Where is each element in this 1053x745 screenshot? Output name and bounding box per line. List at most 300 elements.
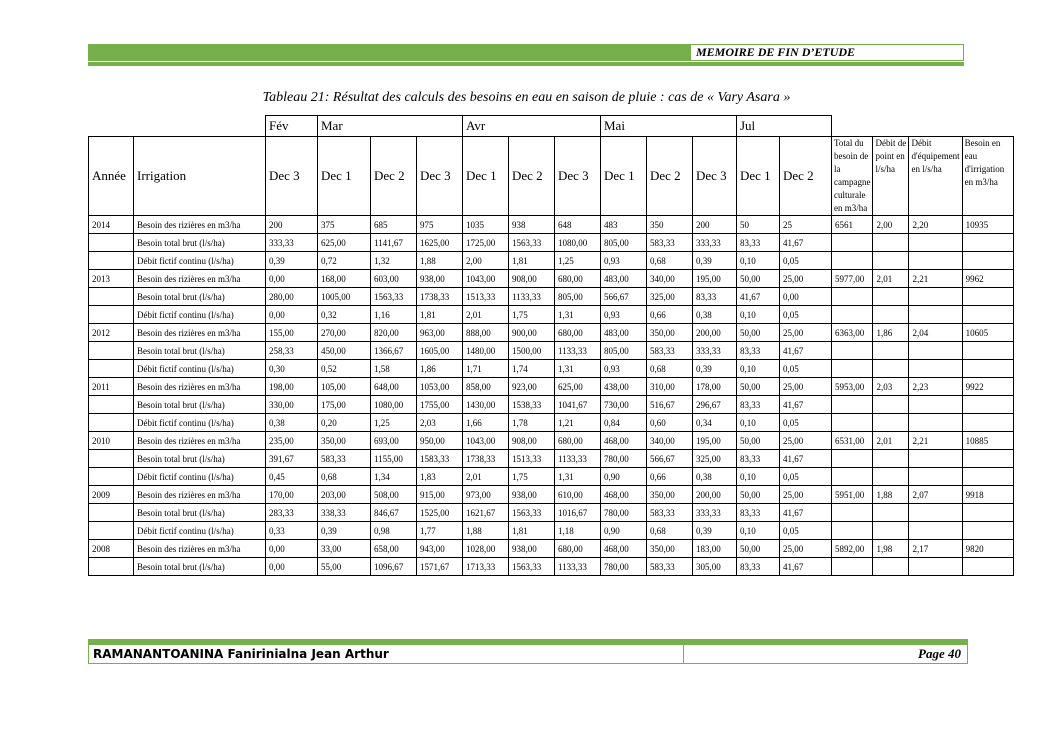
summary-column-header: Total du besoin de la campagne culturale en m3/ha [832,137,873,216]
year-cell: 2009 [89,486,134,504]
value-cell: 83,33 [737,450,780,468]
header-title: MEMOIRE DE FIN D’ETUDE [690,44,964,61]
label-cell: Débit fictif continu (l/s/ha) [134,306,266,324]
summary-column-header: Besoin en eau d'irrigation en m3/ha [962,137,1013,216]
value-cell: 468,00 [601,540,647,558]
value-cell: 50,00 [737,486,780,504]
summary-cell: 5977,00 [832,270,873,288]
summary-cell [962,234,1013,252]
value-cell: 1005,00 [318,288,371,306]
table-row [89,558,1014,576]
value-cell: 1563,33 [509,558,555,576]
value-cell: 0,90 [601,522,647,540]
value-cell: 178,00 [693,378,737,396]
value-cell: 50 [737,216,780,234]
value-cell: 923,00 [509,378,555,396]
value-cell: 0,32 [318,306,371,324]
value-cell: 1738,33 [417,288,463,306]
value-cell: 1605,00 [417,342,463,360]
decade-header: Dec 1 [463,137,509,216]
summary-cell [832,450,873,468]
year-cell [89,522,134,540]
value-cell: 1133,33 [555,342,601,360]
value-cell: 1133,33 [555,558,601,576]
month-header: Fév [266,116,318,137]
value-cell: 2,01 [463,306,509,324]
value-cell: 200 [693,216,737,234]
summary-cell [832,504,873,522]
value-cell: 305,00 [693,558,737,576]
value-cell: 283,33 [266,504,318,522]
value-cell: 0,98 [371,522,417,540]
value-cell: 195,00 [693,270,737,288]
label-cell: Besoin total brut (l/s/ha) [134,396,266,414]
month-header: Jul [737,116,832,137]
table-row [89,378,1014,396]
value-cell: 338,33 [318,504,371,522]
summary-cell [873,252,909,270]
value-cell: 0,84 [601,414,647,432]
value-cell: 468,00 [601,486,647,504]
summary-cell: 2,21 [909,432,962,450]
label-cell: Besoin total brut (l/s/ha) [134,558,266,576]
value-cell: 805,00 [555,288,601,306]
label-cell: Besoin des rizières en m3/ha [134,540,266,558]
value-cell: 2,03 [417,414,463,432]
table-row [89,252,1014,270]
year-cell: 2013 [89,270,134,288]
summary-cell: 10935 [962,216,1013,234]
value-cell: 0,10 [737,522,780,540]
summary-cell: 1,98 [873,540,909,558]
value-cell: 1571,67 [417,558,463,576]
value-cell: 41,67 [780,396,832,414]
value-cell: 333,33 [693,342,737,360]
summary-cell: 2,03 [873,378,909,396]
table-row [89,468,1014,486]
value-cell: 483 [601,216,647,234]
value-cell: 1141,67 [371,234,417,252]
value-cell: 0,60 [647,414,693,432]
value-cell: 1,78 [509,414,555,432]
value-cell: 483,00 [601,270,647,288]
value-cell: 625,00 [555,378,601,396]
value-cell: 1,88 [417,252,463,270]
year-cell [89,360,134,378]
value-cell: 83,33 [737,504,780,522]
value-cell: 1,32 [371,252,417,270]
label-cell: Débit fictif continu (l/s/ha) [134,360,266,378]
year-cell [89,234,134,252]
value-cell: 583,33 [647,504,693,522]
label-cell: Débit fictif continu (l/s/ha) [134,414,266,432]
summary-cell: 6363,00 [832,324,873,342]
value-cell: 0,05 [780,522,832,540]
value-cell: 0,05 [780,306,832,324]
value-cell: 105,00 [318,378,371,396]
year-cell [89,450,134,468]
value-cell: 350,00 [647,540,693,558]
value-cell: 0,66 [647,468,693,486]
value-cell: 25,00 [780,378,832,396]
value-cell: 1,34 [371,468,417,486]
value-cell: 0,34 [693,414,737,432]
label-cell: Débit fictif continu (l/s/ha) [134,522,266,540]
value-cell: 516,67 [647,396,693,414]
summary-cell: 5951,00 [832,486,873,504]
summary-cell: 9918 [962,486,1013,504]
value-cell: 1,74 [509,360,555,378]
summary-cell [962,396,1013,414]
value-cell: 915,00 [417,486,463,504]
value-cell: 83,33 [737,342,780,360]
decade-header: Dec 3 [417,137,463,216]
summary-cell: 2,00 [873,216,909,234]
table-row [89,306,1014,324]
value-cell: 680,00 [555,324,601,342]
value-cell: 1,16 [371,306,417,324]
value-cell: 1563,33 [509,234,555,252]
value-cell: 1525,00 [417,504,463,522]
value-cell: 1,77 [417,522,463,540]
summary-cell: 2,17 [909,540,962,558]
value-cell: 1,21 [555,414,601,432]
value-cell: 270,00 [318,324,371,342]
value-cell: 195,00 [693,432,737,450]
value-cell: 200 [266,216,318,234]
value-cell: 680,00 [555,540,601,558]
summary-cell: 9962 [962,270,1013,288]
summary-cell: 10605 [962,324,1013,342]
header-green-band [88,44,690,61]
value-cell: 1041,67 [555,396,601,414]
summary-cell [962,450,1013,468]
summary-cell [832,468,873,486]
value-cell: 0,90 [601,468,647,486]
summary-cell [909,252,962,270]
summary-cell [909,396,962,414]
value-cell: 648,00 [371,378,417,396]
value-cell: 693,00 [371,432,417,450]
value-cell: 258,33 [266,342,318,360]
value-cell: 1080,00 [555,234,601,252]
value-cell: 938,00 [509,486,555,504]
value-cell: 350 [647,216,693,234]
header-row-decades [89,137,1014,216]
value-cell: 508,00 [371,486,417,504]
summary-cell [832,288,873,306]
summary-cell [962,306,1013,324]
value-cell: 0,10 [737,252,780,270]
value-cell: 0,39 [318,522,371,540]
year-cell: 2012 [89,324,134,342]
summary-cell: 2,20 [909,216,962,234]
summary-cell: 2,21 [909,270,962,288]
value-cell: 0,05 [780,360,832,378]
value-cell: 468,00 [601,432,647,450]
year-cell [89,342,134,360]
summary-cell [873,360,909,378]
table-row [89,432,1014,450]
summary-cell [873,414,909,432]
decade-header: Dec 2 [371,137,417,216]
value-cell: 1725,00 [463,234,509,252]
value-cell: 0,20 [318,414,371,432]
year-cell: 2010 [89,432,134,450]
summary-cell: 6561 [832,216,873,234]
value-cell: 610,00 [555,486,601,504]
value-cell: 1,18 [555,522,601,540]
value-cell: 155,00 [266,324,318,342]
value-cell: 25,00 [780,324,832,342]
value-cell: 0,05 [780,252,832,270]
value-cell: 0,68 [647,522,693,540]
year-cell [89,396,134,414]
value-cell: 908,00 [509,270,555,288]
value-cell: 83,33 [737,558,780,576]
summary-cell: 6531,00 [832,432,873,450]
value-cell: 0,38 [693,306,737,324]
summary-cell [832,414,873,432]
value-cell: 41,67 [780,558,832,576]
year-cell [89,558,134,576]
value-cell: 296,67 [693,396,737,414]
value-cell: 330,00 [266,396,318,414]
label-cell: Besoin des rizières en m3/ha [134,216,266,234]
value-cell: 200,00 [693,324,737,342]
value-cell: 83,33 [693,288,737,306]
value-cell: 975 [417,216,463,234]
value-cell: 1,86 [417,360,463,378]
value-cell: 846,67 [371,504,417,522]
value-cell: 1,31 [555,360,601,378]
table-row [89,414,1014,432]
summary-cell [962,252,1013,270]
value-cell: 50,00 [737,432,780,450]
summary-cell: 2,07 [909,486,962,504]
summary-cell [962,360,1013,378]
value-cell: 25 [780,216,832,234]
value-cell: 1,81 [509,522,555,540]
summary-cell [909,468,962,486]
value-cell: 0,39 [693,252,737,270]
value-cell: 805,00 [601,342,647,360]
value-cell: 0,39 [266,252,318,270]
value-cell: 1096,67 [371,558,417,576]
table-row [89,342,1014,360]
summary-cell: 1,88 [873,486,909,504]
summary-cell [832,396,873,414]
summary-cell [909,306,962,324]
value-cell: 625,00 [318,234,371,252]
value-cell: 483,00 [601,324,647,342]
value-cell: 1,75 [509,306,555,324]
decade-header: Dec 2 [647,137,693,216]
value-cell: 2,00 [463,252,509,270]
value-cell: 0,39 [693,360,737,378]
summary-cell: 9820 [962,540,1013,558]
value-cell: 0,66 [647,306,693,324]
value-cell: 0,00 [266,540,318,558]
page-number: Page 40 [684,644,968,664]
value-cell: 333,33 [266,234,318,252]
year-cell: 2008 [89,540,134,558]
value-cell: 1043,00 [463,270,509,288]
summary-cell [832,360,873,378]
value-cell: 168,00 [318,270,371,288]
value-cell: 583,33 [647,342,693,360]
value-cell: 680,00 [555,432,601,450]
value-cell: 41,67 [780,234,832,252]
value-cell: 25,00 [780,270,832,288]
table-row [89,288,1014,306]
value-cell: 658,00 [371,540,417,558]
decade-header: Dec 2 [780,137,832,216]
value-cell: 0,00 [266,306,318,324]
value-cell: 280,00 [266,288,318,306]
value-cell: 1,31 [555,468,601,486]
value-cell: 25,00 [780,540,832,558]
value-cell: 908,00 [509,432,555,450]
value-cell: 33,00 [318,540,371,558]
label-cell: Débit fictif continu (l/s/ha) [134,468,266,486]
value-cell: 1563,33 [371,288,417,306]
month-header: Mai [601,116,737,137]
value-cell: 0,30 [266,360,318,378]
value-cell: 1035 [463,216,509,234]
value-cell: 1538,33 [509,396,555,414]
year-cell [89,504,134,522]
value-cell: 1,31 [555,306,601,324]
value-cell: 1,25 [555,252,601,270]
value-cell: 0,10 [737,468,780,486]
value-cell: 1155,00 [371,450,417,468]
summary-cell [873,504,909,522]
year-cell [89,252,134,270]
value-cell: 1028,00 [463,540,509,558]
summary-cell [873,450,909,468]
value-cell: 1080,00 [371,396,417,414]
value-cell: 450,00 [318,342,371,360]
value-cell: 0,72 [318,252,371,270]
value-cell: 0,05 [780,414,832,432]
value-cell: 938 [509,216,555,234]
value-cell: 1133,33 [555,450,601,468]
summary-cell [873,396,909,414]
value-cell: 175,00 [318,396,371,414]
value-cell: 1513,33 [463,288,509,306]
empty-spacer [832,116,1014,137]
summary-column-header: Débit d'équipement en l/s/ha [909,137,962,216]
value-cell: 1,81 [417,306,463,324]
summary-cell: 2,23 [909,378,962,396]
page-footer [88,644,968,664]
value-cell: 41,67 [780,504,832,522]
value-cell: 1513,33 [509,450,555,468]
label-cell: Besoin des rizières en m3/ha [134,432,266,450]
value-cell: 375 [318,216,371,234]
value-cell: 0,38 [693,468,737,486]
value-cell: 170,00 [266,486,318,504]
summary-cell [832,522,873,540]
table-row [89,450,1014,468]
value-cell: 1,81 [509,252,555,270]
value-cell: 0,68 [647,360,693,378]
value-cell: 1621,67 [463,504,509,522]
table-row [89,324,1014,342]
label-cell: Besoin des rizières en m3/ha [134,378,266,396]
value-cell: 900,00 [509,324,555,342]
label-cell: Besoin total brut (l/s/ha) [134,342,266,360]
value-cell: 943,00 [417,540,463,558]
value-cell: 0,00 [266,270,318,288]
table-row [89,540,1014,558]
summary-cell [832,234,873,252]
value-cell: 333,33 [693,504,737,522]
value-cell: 603,00 [371,270,417,288]
year-cell [89,288,134,306]
value-cell: 438,00 [601,378,647,396]
summary-cell [832,342,873,360]
header-rule [88,62,964,66]
value-cell: 730,00 [601,396,647,414]
value-cell: 0,93 [601,306,647,324]
label-cell: Besoin total brut (l/s/ha) [134,504,266,522]
value-cell: 325,00 [693,450,737,468]
value-cell: 566,67 [647,450,693,468]
value-cell: 203,00 [318,486,371,504]
value-cell: 1430,00 [463,396,509,414]
summary-cell [873,558,909,576]
summary-cell [962,522,1013,540]
value-cell: 1500,00 [509,342,555,360]
summary-cell [909,234,962,252]
summary-cell [832,252,873,270]
value-cell: 1563,33 [509,504,555,522]
footer-author: RAMANANTOANINA Fanirinialna Jean Arthur [88,644,684,664]
value-cell: 1738,33 [463,450,509,468]
value-cell: 50,00 [737,270,780,288]
value-cell: 858,00 [463,378,509,396]
summary-cell: 5953,00 [832,378,873,396]
table-row [89,522,1014,540]
value-cell: 235,00 [266,432,318,450]
summary-cell: 2,01 [873,432,909,450]
decade-header: Dec 1 [601,137,647,216]
table-row [89,216,1014,234]
value-cell: 1,25 [371,414,417,432]
table-row [89,504,1014,522]
value-cell: 350,00 [647,486,693,504]
value-cell: 583,33 [647,558,693,576]
year-cell [89,468,134,486]
summary-cell: 5892,00 [832,540,873,558]
value-cell: 1,66 [463,414,509,432]
summary-cell: 2,04 [909,324,962,342]
label-cell: Débit fictif continu (l/s/ha) [134,252,266,270]
value-cell: 200,00 [693,486,737,504]
value-cell: 0,00 [266,558,318,576]
label-cell: Besoin des rizières en m3/ha [134,486,266,504]
value-cell: 1,71 [463,360,509,378]
summary-cell [909,504,962,522]
summary-cell [873,288,909,306]
value-cell: 1713,33 [463,558,509,576]
year-cell [89,306,134,324]
summary-cell [909,288,962,306]
label-cell: Besoin total brut (l/s/ha) [134,288,266,306]
summary-cell: 9922 [962,378,1013,396]
